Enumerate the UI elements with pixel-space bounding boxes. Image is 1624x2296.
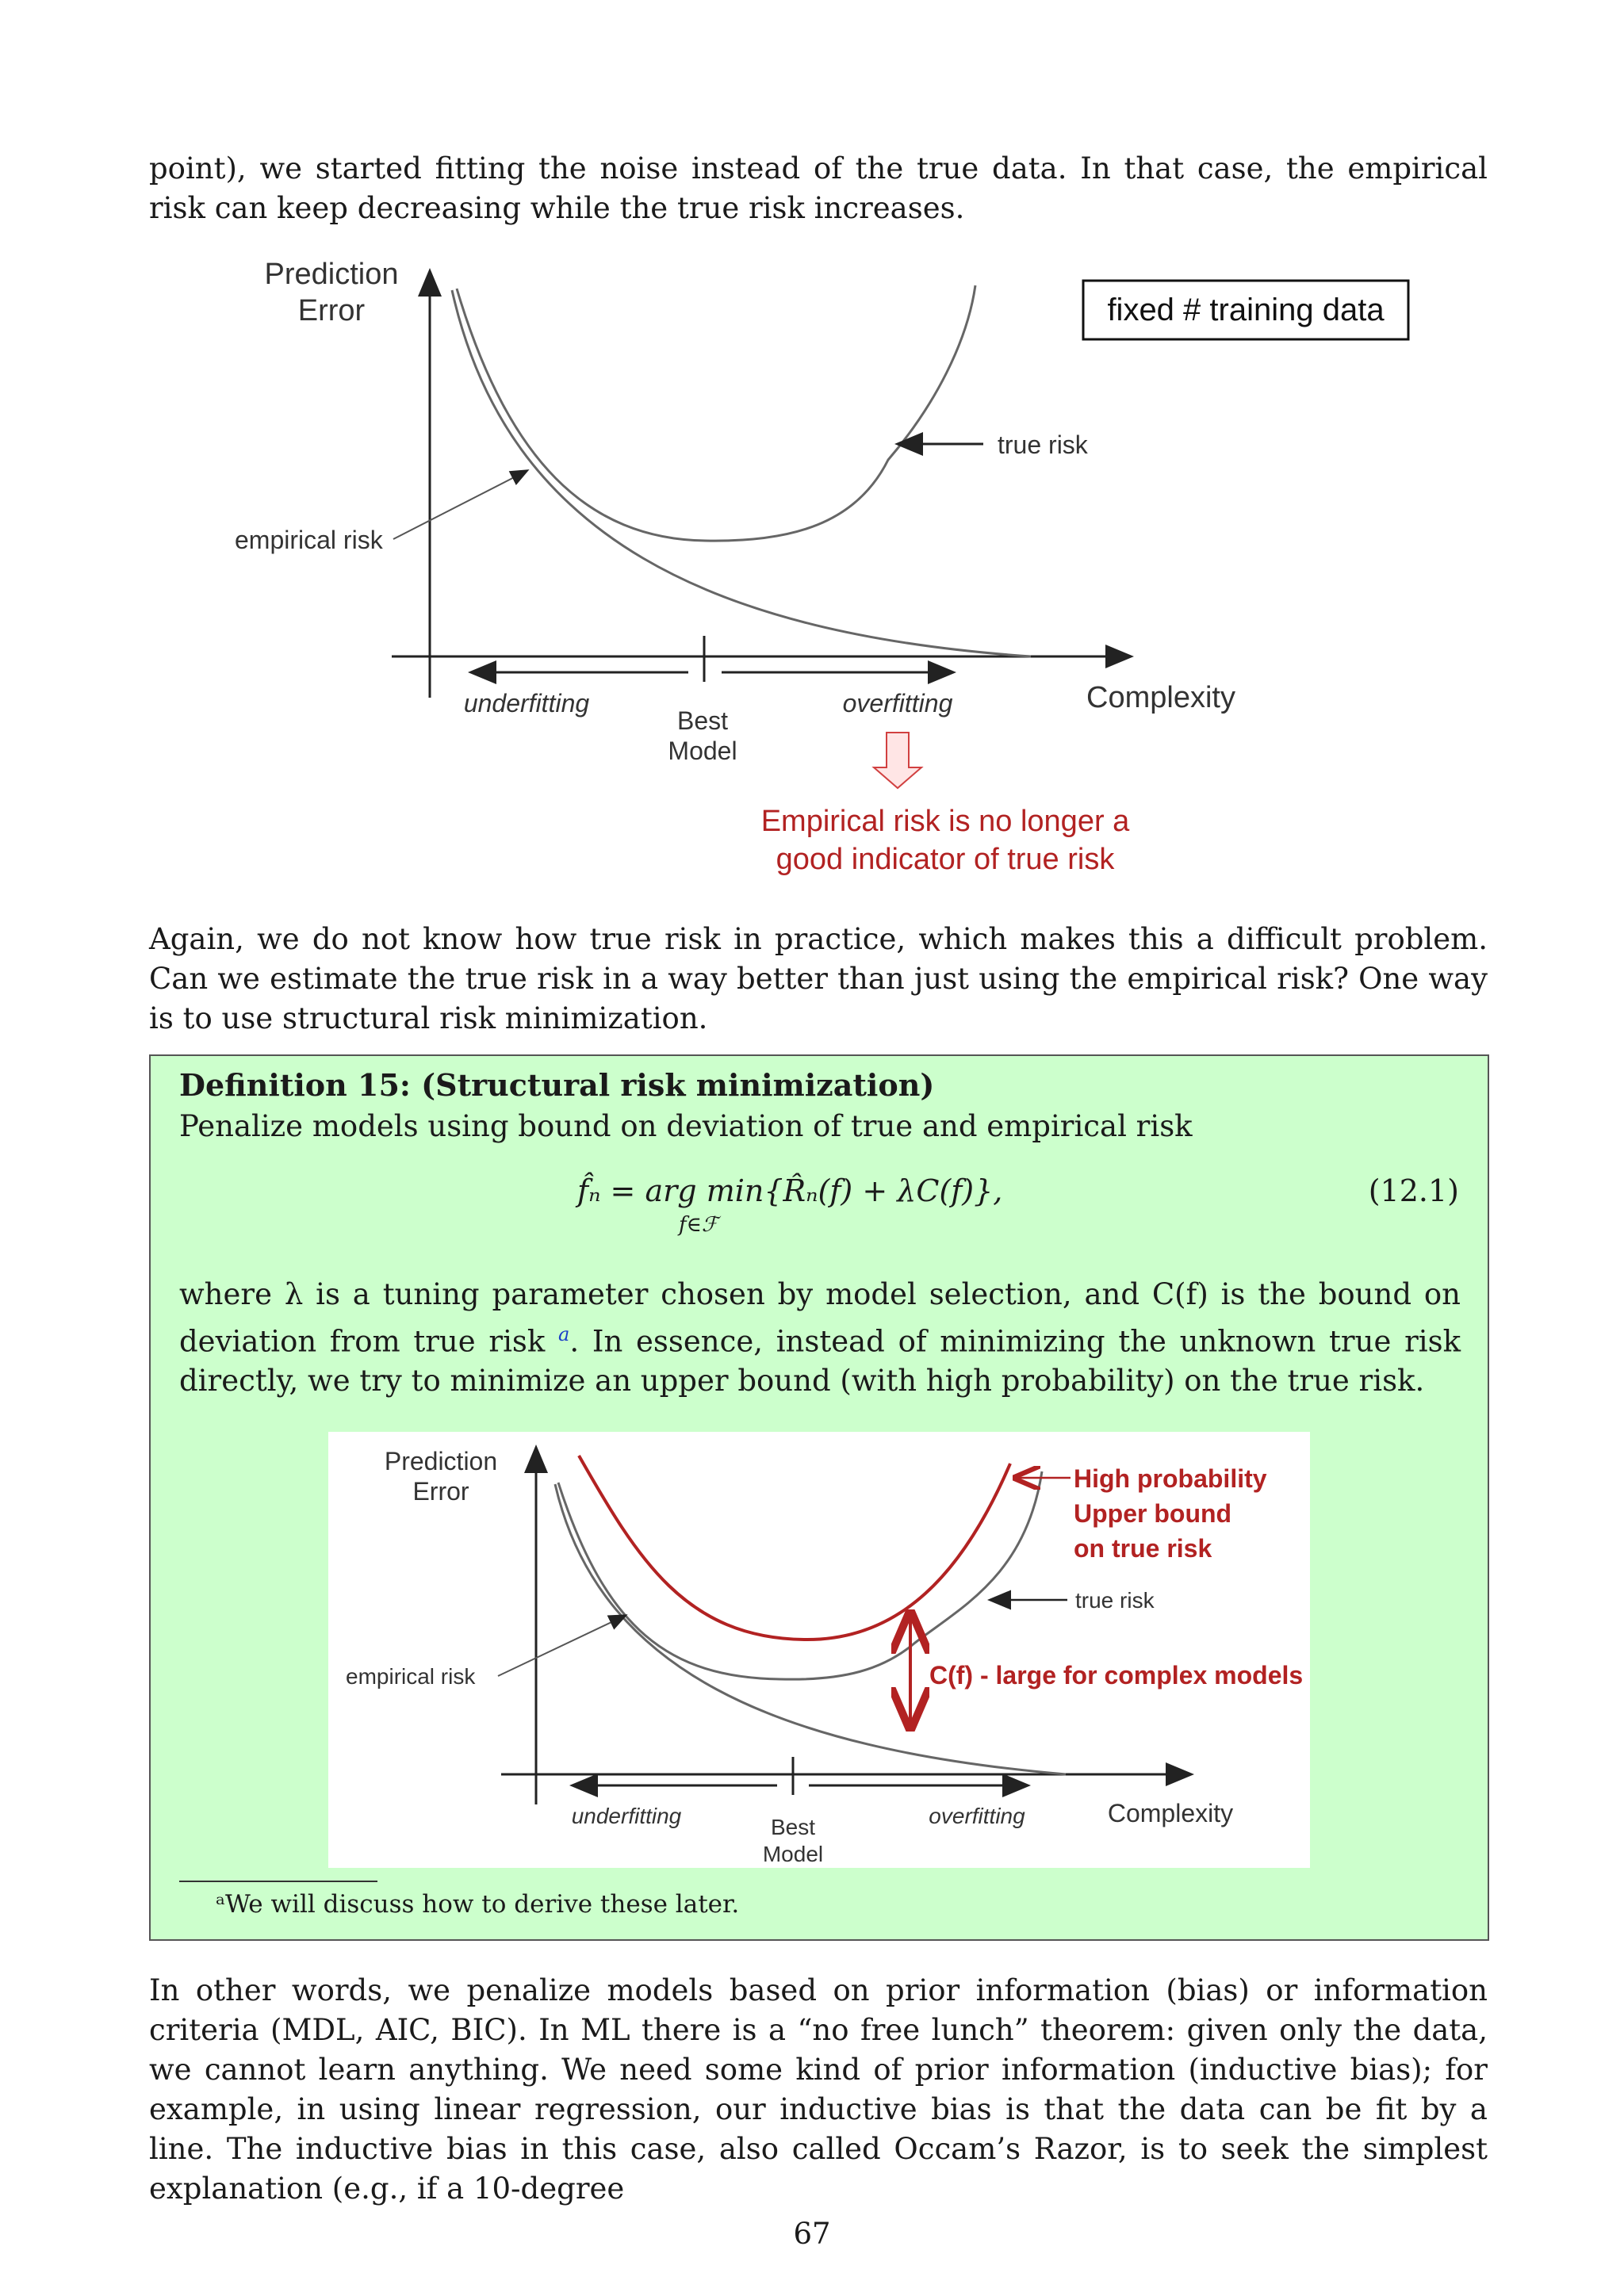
equation-12-1	[151, 1173, 1488, 1237]
x-axis-label: Complexity	[1086, 681, 1235, 714]
y-axis-label-2: Error	[297, 294, 366, 327]
equation-number: (12.1)	[1368, 1173, 1459, 1208]
fig2-x-axis-label: Complexity	[1107, 1799, 1234, 1827]
bound-label-2: Upper bound	[1074, 1499, 1232, 1528]
underfitting-label: underfitting	[463, 689, 590, 718]
footnote-rule	[179, 1881, 377, 1882]
true-risk-label: true risk	[998, 430, 1088, 459]
definition-body-part1: where λ is a tuning parameter chosen by model selection, and C(f) is the bound on deviation from true risk	[179, 1277, 1461, 1359]
figure-risk-vs-complexity	[0, 254, 1624, 888]
footnote: ᵃWe will discuss how to derive these later.	[216, 1890, 740, 1919]
equation-body: f̂ₙ = arg min{R̂ₙ(f) + λC(f)},	[577, 1173, 1003, 1208]
empirical-risk-pointer	[393, 471, 527, 539]
bound-label-1: High probability	[1074, 1464, 1267, 1493]
page-number: 67	[793, 2217, 831, 2251]
footnote-marker[interactable]: a	[558, 1323, 570, 1345]
paragraph-inductive-bias: In other words, we penalize models based on prior information (bias) or information criteria (MDL, AIC, BIC). In ML there is a “no free lunch” theorem: given only the data, we cannot learn anything. We need some kind of prior information (inductive bias); for example, in using linear regression, our inductive bias is that the data can be fit by a line. The inductive bias in this case, also called Occam’s Razor, is to seek the simplest explanation (e.g., if a 10-degree	[149, 1973, 1488, 2206]
bound-label-3: on true risk	[1074, 1534, 1212, 1563]
equation-subscript: f∈ℱ	[679, 1213, 718, 1237]
y-axis-label-1: Prediction	[264, 258, 399, 291]
definition-body	[179, 1275, 1461, 1401]
note-line-1: Empirical risk is no longer a	[760, 805, 1130, 838]
fixed-training-data-label: fixed # training data	[1107, 293, 1385, 327]
paragraph-true-risk: Again, we do not know how true risk in practice, which makes this a difficult problem. Can we estimate the true risk in a way better than just using the empirical risk? One way is to use structural risk minimization.	[149, 922, 1488, 1035]
fig2-best-model-label-2: Model	[762, 1842, 824, 1866]
fig2-best-model-label-1: Best	[770, 1815, 816, 1839]
definition-body-part2: . In essence, instead of minimizing the unknown true risk directly, we try to minimize an upper bound (with high probability) on the true risk.	[179, 1324, 1461, 1399]
fig2-empirical-risk-label: empirical risk	[346, 1664, 476, 1689]
best-model-label-2: Model	[668, 737, 737, 765]
fig2-y-axis-label-1: Prediction	[384, 1447, 498, 1475]
down-arrow-icon	[874, 733, 921, 788]
note-line-2: good indicator of true risk	[776, 843, 1115, 876]
overfitting-label: overfitting	[842, 689, 953, 718]
empirical-risk-label: empirical risk	[235, 526, 383, 554]
empirical-risk-curve	[452, 290, 1031, 656]
figure-structural-risk	[328, 1432, 1310, 1868]
definition-box	[149, 1054, 1489, 1941]
best-model-label-1: Best	[676, 706, 729, 735]
definition-title: Definition 15: (Structural risk minimization)	[179, 1067, 935, 1103]
fig2-underfitting-label: underfitting	[571, 1804, 682, 1828]
paragraph-overfitting: point), we started fitting the noise instead of the true data. In that case, the empirical risk can keep decreasing while the true risk increases.	[149, 151, 1488, 225]
definition-intro: Penalize models using bound on deviation of true and empirical risk	[179, 1109, 1193, 1143]
cf-label: C(f) - large for complex models	[929, 1661, 1304, 1689]
fig2-overfitting-label: overfitting	[929, 1804, 1025, 1828]
true-risk-curve	[457, 285, 975, 541]
fig2-y-axis-label-2: Error	[412, 1477, 469, 1506]
fig2-true-risk-label: true risk	[1075, 1588, 1155, 1613]
